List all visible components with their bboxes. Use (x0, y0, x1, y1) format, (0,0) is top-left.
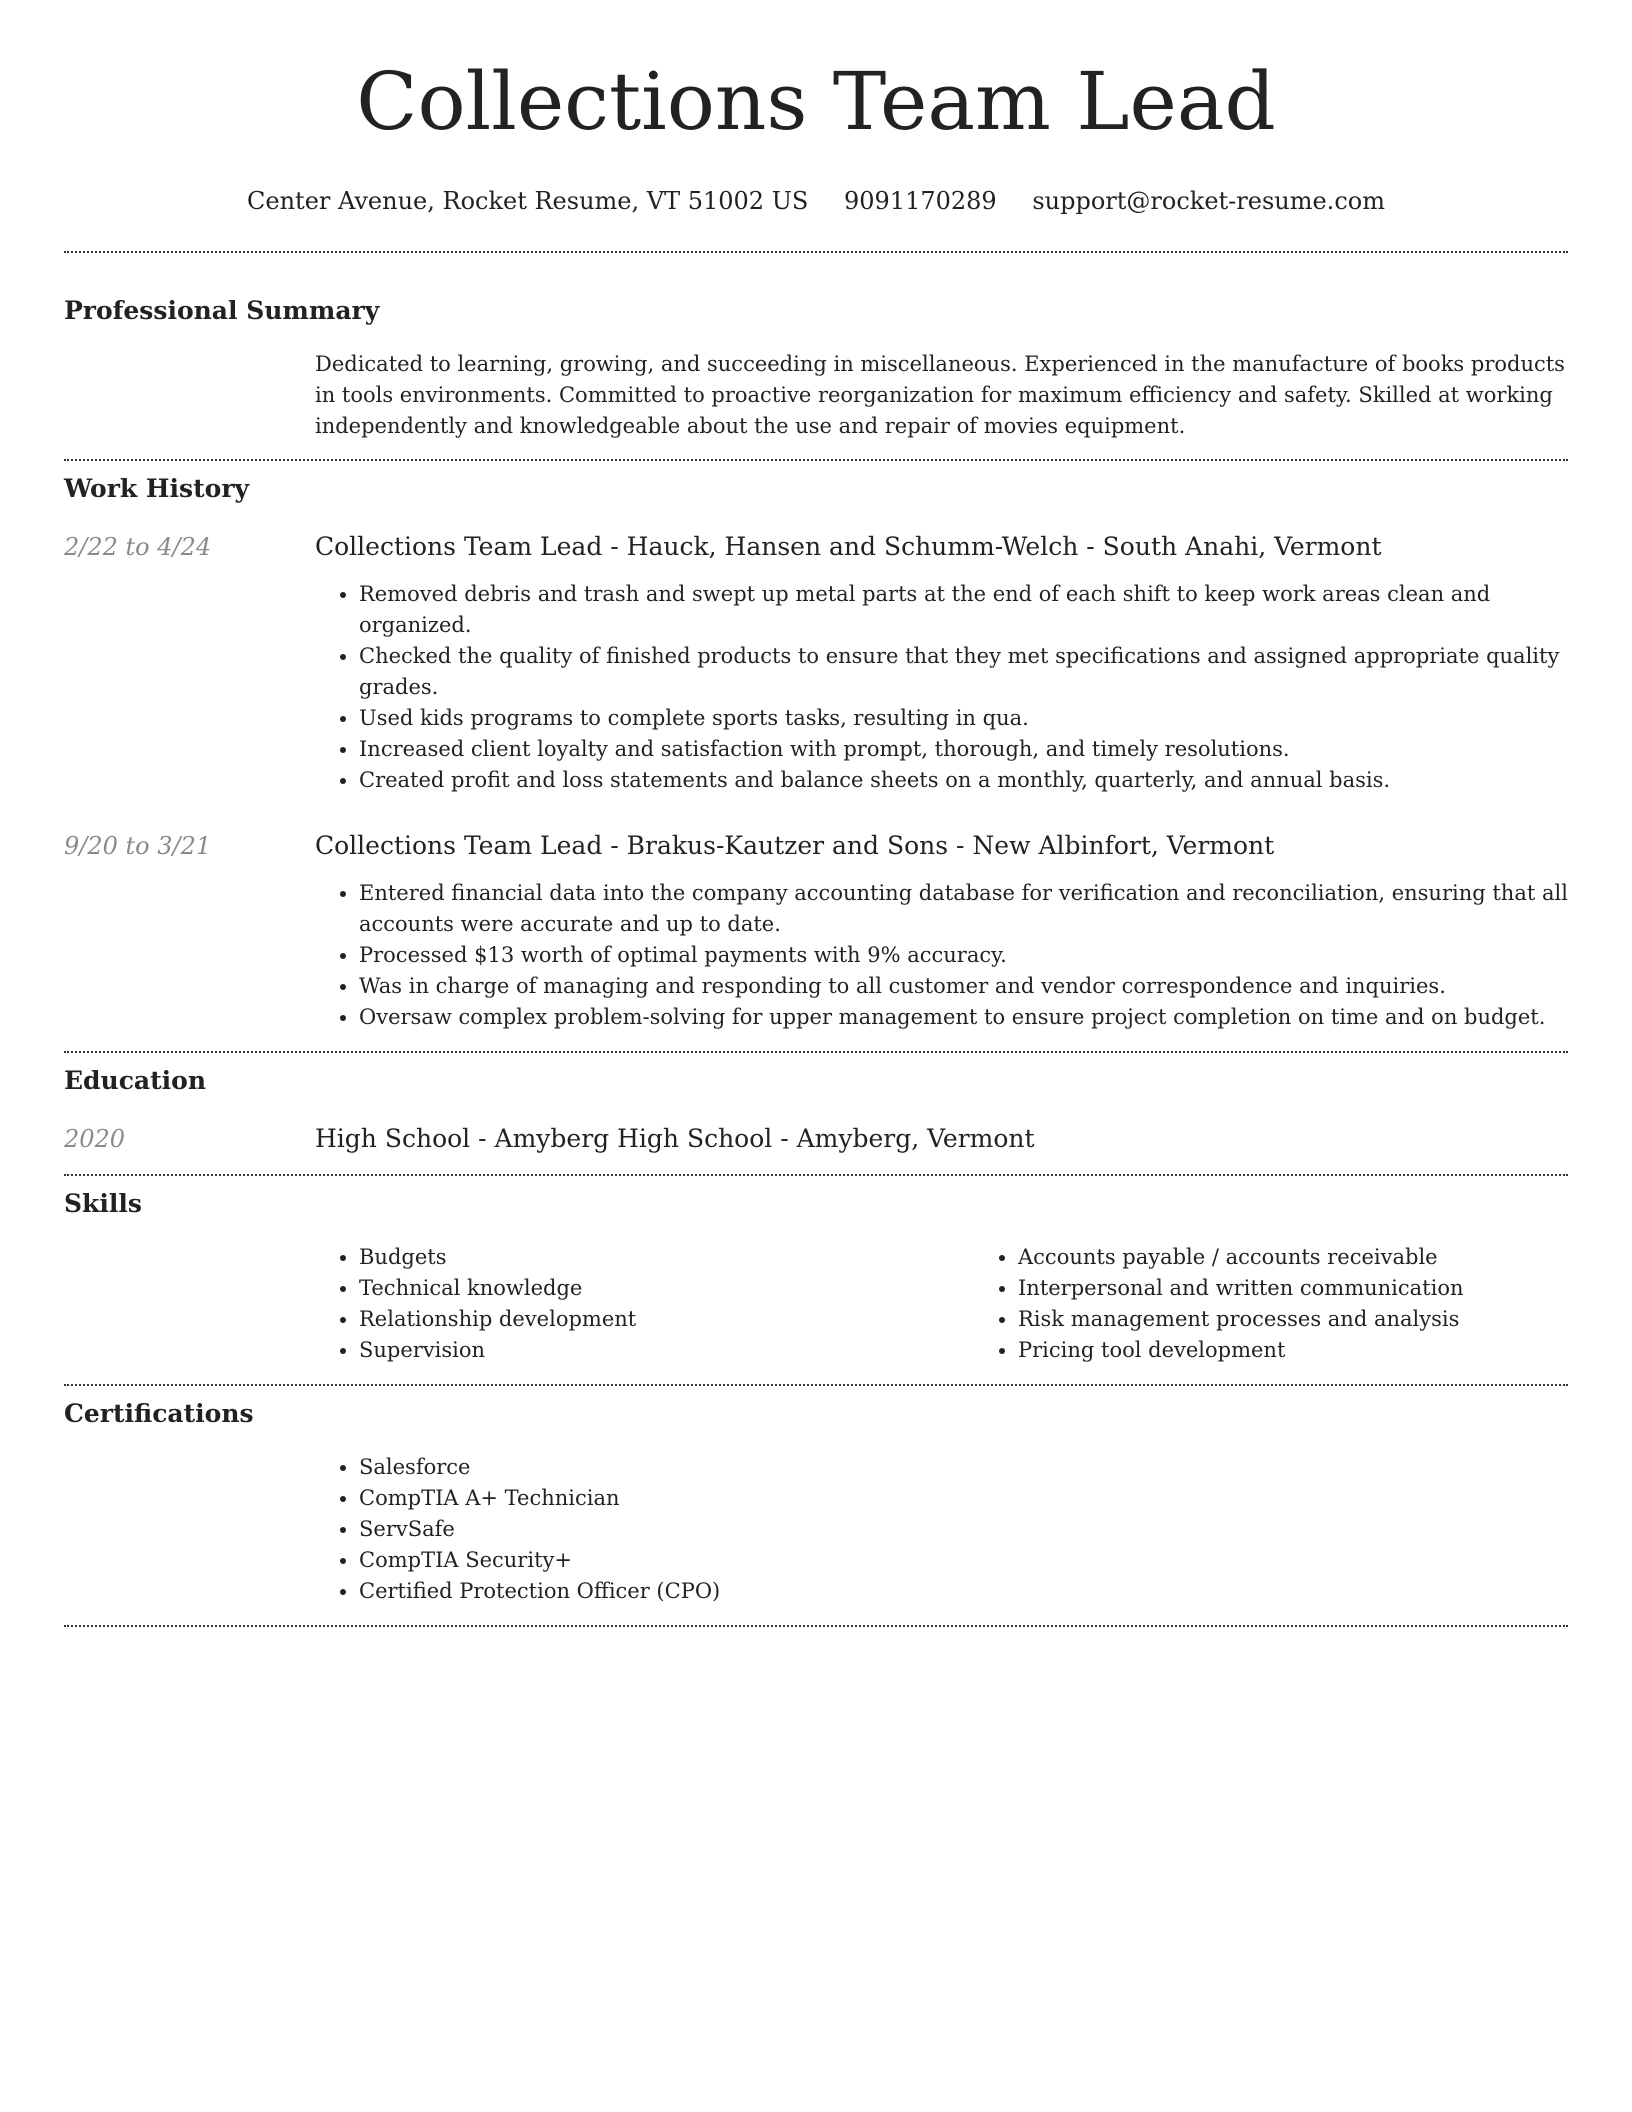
list-item: • Entered financial data into the company accounting database for verification and reconciliation, ensuring that all accounts were accurate and up to date. (359, 878, 1568, 940)
list-item: • Budgets (359, 1242, 974, 1273)
list-item: • Checked the quality of finished products to ensure that they met specifications and assigned appropriate quality grades. (359, 641, 1568, 703)
contact-line (64, 186, 1568, 216)
job-dates: 2/22 to 4/24 (64, 533, 212, 561)
list-item: • Salesforce (359, 1452, 1568, 1483)
divider (64, 1384, 1568, 1386)
list-item: • Relationship development (359, 1304, 974, 1335)
resume-page (64, 0, 1568, 1627)
list-item: • CompTIA A+ Technician (359, 1483, 1568, 1514)
certifications-list (315, 1452, 1568, 1607)
divider (64, 251, 1568, 253)
divider (64, 1051, 1568, 1053)
list-item: • Certified Protection Officer (CPO) (359, 1576, 1568, 1607)
section-title-education: Education (64, 1066, 207, 1095)
list-item: • ServSafe (359, 1514, 1568, 1545)
job-title: Collections Team Lead - Brakus-Kautzer and Sons - New Albinfort, Vermont (315, 831, 1275, 860)
divider (64, 1174, 1568, 1176)
list-item: • Was in charge of managing and responding to all customer and vendor correspondence and inquiries. (359, 971, 1568, 1002)
education-detail: High School - Amyberg High School - Amyberg, Vermont (315, 1124, 1035, 1153)
work-history-section (64, 473, 1568, 1033)
list-item: • Technical knowledge (359, 1273, 974, 1304)
contact-phone: 9091170289 (844, 187, 997, 215)
skills-section (64, 1188, 1568, 1366)
job-bullets (315, 579, 1568, 796)
skills-list-left (315, 1242, 974, 1366)
education-section (64, 1065, 1568, 1155)
job-title: Collections Team Lead - Hauck, Hansen and Schumm-Welch - South Anahi, Vermont (315, 532, 1382, 561)
list-item: • Removed debris and trash and swept up metal parts at the end of each shift to keep work areas clean and organized. (359, 579, 1568, 641)
contact-address: Center Avenue, Rocket Resume, VT 51002 US (247, 187, 809, 215)
list-item: • Accounts payable / accounts receivable (1018, 1242, 1632, 1273)
divider (64, 1625, 1568, 1627)
list-item: • Created profit and loss statements and balance sheets on a monthly, quarterly, and annual basis. (359, 765, 1568, 796)
job-bullets (315, 878, 1568, 1033)
contact-email: support@rocket-resume.com (1032, 187, 1385, 215)
job-dates: 9/20 to 3/21 (64, 832, 212, 860)
education-entry (64, 1123, 1568, 1155)
list-item: • Risk management processes and analysis (1018, 1304, 1632, 1335)
summary-section (64, 295, 1568, 442)
section-title-work: Work History (64, 474, 250, 503)
education-year: 2020 (64, 1125, 126, 1153)
list-item: • Oversaw complex problem-solving for upper management to ensure project completion on time and on budget. (359, 1002, 1568, 1033)
skills-list-right (974, 1242, 1632, 1366)
list-item: • Used kids programs to complete sports tasks, resulting in qua. (359, 703, 1568, 734)
section-title-certifications: Certifications (64, 1399, 254, 1428)
section-title-summary: Professional Summary (64, 296, 380, 325)
list-item: • Pricing tool development (1018, 1335, 1632, 1366)
list-item: • Interpersonal and written communication (1018, 1273, 1632, 1304)
resume-name: Collections Team Lead (356, 55, 1276, 148)
job-entry (64, 830, 1568, 1033)
list-item: • CompTIA Security+ (359, 1545, 1568, 1576)
divider (64, 459, 1568, 461)
list-item: • Supervision (359, 1335, 974, 1366)
summary-text: Dedicated to learning, growing, and succeeding in miscellaneous. Experienced in the manufacture of books products in tools environments. Committed to proactive reorganization for maximum efficiency and safety. Skilled at working independently and knowledgeable about the use and repair of movies equipment. (315, 352, 1565, 438)
job-entry (64, 531, 1568, 796)
certifications-section (64, 1398, 1568, 1607)
section-title-skills: Skills (64, 1189, 142, 1218)
list-item: • Processed $13 worth of optimal payments with 9% accuracy. (359, 940, 1568, 971)
list-item: • Increased client loyalty and satisfaction with prompt, thorough, and timely resolutions. (359, 734, 1568, 765)
